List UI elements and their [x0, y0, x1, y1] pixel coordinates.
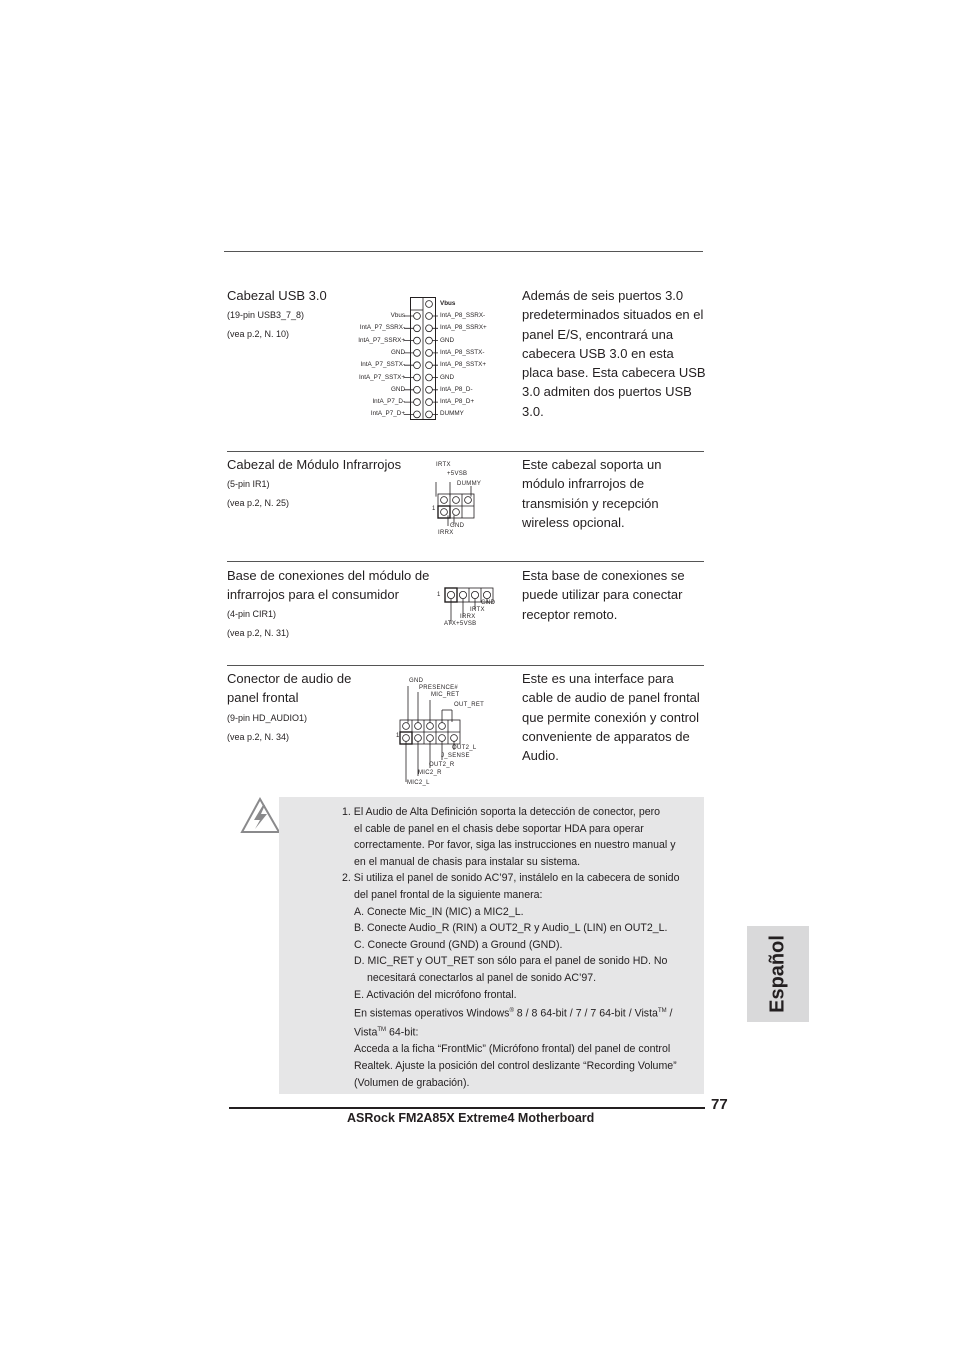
- cir-label-atx5vsb: ATX+5VSB: [444, 621, 477, 627]
- audio-description: [522, 669, 707, 765]
- trademark-mark: TM: [377, 1027, 387, 1034]
- ir-pin1-marker: 1: [432, 506, 436, 512]
- cir-title-line2: infrarrojos para el consumidor: [227, 587, 399, 602]
- ir-desc-line: Este cabezal soporta un: [522, 457, 662, 472]
- audio-pin1-marker: 1: [396, 733, 400, 739]
- cir-label-irtx: IRTX: [470, 607, 485, 613]
- usb-description: [522, 286, 707, 421]
- usb-pin-right-8: IntA_P8_D-: [440, 385, 473, 393]
- footer-rule: [229, 1107, 705, 1109]
- usb-desc-line: placa base. Esta cabecera USB: [522, 365, 706, 381]
- note-os-slash: /: [666, 1007, 673, 1020]
- ir-label-irtx: IRTX: [436, 462, 451, 468]
- ir-desc-line: transmisión y recepción: [522, 495, 659, 511]
- note-os-64bit: 64-bit:: [386, 1026, 419, 1039]
- note-1-line: 1. El Audio de Alta Definición soporta la detección de conector, pero: [342, 806, 661, 818]
- audio-label-mic2-r: MIC2_R: [418, 770, 442, 776]
- language-tab: [747, 926, 809, 1022]
- note-2-step-c: C. Conecte Ground (GND) a Ground (GND).: [354, 938, 563, 951]
- cir-pin1-marker: 1: [437, 592, 441, 598]
- usb-pin-right-5: IntA_P8_SSTX-: [440, 348, 485, 356]
- note-tail-line: Realtek. Ajuste la posición del control deslizante “Recording Volume”: [354, 1059, 677, 1072]
- note-1-line: el cable de panel en el chasis debe soportar HDA para operar: [354, 822, 644, 835]
- cir-title-line1: Base de conexiones del módulo de: [227, 568, 430, 583]
- page-number: 77: [711, 1096, 728, 1113]
- note-2-step-d: D. MIC_RET y OUT_RET son sólo para el panel de sonido HD. No: [354, 955, 668, 968]
- audio-pin-count: (9-pin HD_AUDIO1): [227, 713, 308, 723]
- note-os-vista: Vista: [354, 1026, 378, 1039]
- audio-desc-line: conveniente de apparatos de: [522, 728, 690, 744]
- usb-desc-line: Además de seis puertos 3.0: [522, 288, 684, 303]
- usb-pin-left-4: GND: [391, 348, 405, 356]
- usb-pin-right-6: IntA_P8_SSTX+: [440, 361, 487, 369]
- section-rule-audio: [227, 665, 704, 666]
- section-rule-cir: [227, 561, 704, 562]
- note-os-line: [342, 1003, 704, 1022]
- usb-pin-right-9: IntA_P8_D+: [440, 398, 475, 406]
- ir-label-irrx: IRRX: [438, 530, 454, 536]
- usb-pin-left-1: Vbus: [390, 312, 405, 319]
- cir-reference: (vea p.2, N. 31): [227, 628, 290, 638]
- usb-pin-right-1: Vbus: [440, 300, 456, 307]
- note-tail-line: (Volumen de grabación).: [354, 1076, 470, 1089]
- note-2-step-d-cont: necesitará conectarlos al panel de sonido AC’97.: [367, 971, 597, 984]
- usb-pin-left-5: IntA_P7_SSTX-: [360, 361, 405, 369]
- audio-desc-line: Audio.: [522, 748, 559, 764]
- audio-desc-line: Este es una interface para: [522, 671, 674, 686]
- usb-desc-line: predeterminados situados en el: [522, 307, 704, 323]
- usb-desc-line: cabecera USB 3.0 en esta: [522, 345, 674, 361]
- ir-reference: (vea p.2, N. 25): [227, 498, 290, 508]
- cir-desc-line: receptor remoto.: [522, 606, 618, 622]
- audio-reference: (vea p.2, N. 34): [227, 732, 290, 742]
- usb-pin-count: (19-pin USB3_7_8): [227, 310, 305, 320]
- ir-label-5vsb: +5VSB: [447, 471, 468, 477]
- trademark-mark: TM: [657, 1008, 667, 1015]
- audio-label-presence: PRESENCE#: [419, 685, 459, 691]
- usb-pin-left-6: IntA_P7_SSTX+: [358, 373, 405, 381]
- audio-desc-line: que permite conexión y control: [522, 709, 700, 725]
- usb-pin-left-7: GND: [391, 385, 405, 393]
- cir-desc-line: Esta base de conexiones se: [522, 568, 685, 583]
- ir-desc-line: wireless opcional.: [522, 514, 625, 530]
- usb-pin-left-2: IntA_P7_SSRX-: [359, 324, 405, 332]
- cir-label-irrx: IRRX: [460, 614, 476, 620]
- note-1-line: en el manual de chasis para instalar su sistema.: [354, 855, 581, 868]
- ir-label-dummy: DUMMY: [457, 481, 482, 487]
- usb-pin-right-3: IntA_P8_SSRX+: [440, 324, 487, 332]
- cir-pin-count: (4-pin CIR1): [227, 609, 277, 619]
- cir-description: [522, 566, 707, 624]
- notes-list: [342, 804, 704, 1091]
- audio-label-j-sense: J_SENSE: [441, 753, 470, 759]
- usb-desc-line: 3.0 admiten dos puertos USB: [522, 384, 692, 400]
- cir-desc-line: puede utilizar para conectar: [522, 587, 683, 603]
- note-1-line: correctamente. Por favor, siga las instrucciones en nuestro manual y: [354, 839, 676, 852]
- audio-label-out2-l: OUT2_L: [452, 745, 477, 751]
- usb-header-diagram: [400, 296, 440, 422]
- section-rule-ir: [227, 451, 704, 452]
- ir-description: [522, 455, 707, 532]
- audio-label-out-ret: OUT_RET: [454, 702, 485, 708]
- cir-label-gnd: GND: [481, 600, 496, 606]
- usb-pin-right-7: GND: [440, 373, 454, 381]
- audio-desc-line: cable de audio de panel frontal: [522, 690, 700, 706]
- audio-label-out2-r: OUT2_R: [429, 762, 455, 768]
- usb-pin-left-8: IntA_P7_D-: [372, 398, 405, 406]
- top-rule: [224, 251, 703, 252]
- note-2-line: 2. Si utiliza el panel de sonido AC’97, instálelo en la cabecera de sonido: [342, 872, 680, 885]
- footer-model: ASRock FM2A85X Extreme4 Motherboard: [347, 1111, 595, 1125]
- usb-pin-right-2: IntA_P8_SSRX-: [440, 312, 486, 319]
- ir-desc-line: módulo infrarrojos de: [522, 476, 645, 492]
- usb-pin-right-4: GND: [440, 336, 454, 344]
- ir-title: Cabezal de Módulo Infrarrojos: [227, 457, 402, 472]
- usb-pin-left-3: IntA_P7_SSRX+: [358, 336, 405, 344]
- registered-mark: ®: [509, 1008, 514, 1015]
- note-os-text: En sistemas operativos Windows: [354, 1007, 510, 1020]
- audio-title-line1: Conector de audio de: [227, 671, 352, 686]
- ir-pin-count: (5-pin IR1): [227, 479, 270, 489]
- note-os-versions: 8 / 8 64-bit / 7 / 7 64-bit / Vista: [513, 1007, 658, 1020]
- usb-pin-left-9: IntA_P7_D+: [370, 410, 405, 418]
- note-tail-line: Acceda a la ficha “FrontMic” (Micrófono frontal) del panel de control: [354, 1043, 671, 1056]
- note-2-step-e: E. Activación del micrófono frontal.: [354, 988, 517, 1001]
- ir-label-gnd: GND: [450, 523, 465, 529]
- usb-desc-line: panel E/S, encontrará una: [522, 326, 674, 342]
- usb-title: Cabezal USB 3.0: [227, 288, 327, 303]
- note-2-line: del panel frontal de la siguiente manera:: [354, 888, 543, 901]
- usb-desc-line: 3.0.: [522, 403, 544, 419]
- audio-label-mic-ret: MIC_RET: [431, 692, 460, 698]
- warning-icon: [240, 796, 282, 836]
- audio-title-line2: panel frontal: [227, 690, 299, 705]
- usb-reference: (vea p.2, N. 10): [227, 329, 290, 339]
- note-2-step-a: A. Conecte Mic_IN (MIC) a MIC2_L.: [354, 905, 524, 918]
- usb-pin-right-10: DUMMY: [440, 410, 464, 418]
- audio-label-gnd: GND: [409, 678, 424, 684]
- note-2-step-b: B. Conecte Audio_R (RIN) a OUT2_R y Audio_L (LIN) en OUT2_L.: [354, 922, 668, 935]
- language-tab-label: Español: [766, 935, 789, 1013]
- note-os-line-2: [342, 1022, 704, 1041]
- audio-label-mic2-l: MIC2_L: [407, 780, 430, 786]
